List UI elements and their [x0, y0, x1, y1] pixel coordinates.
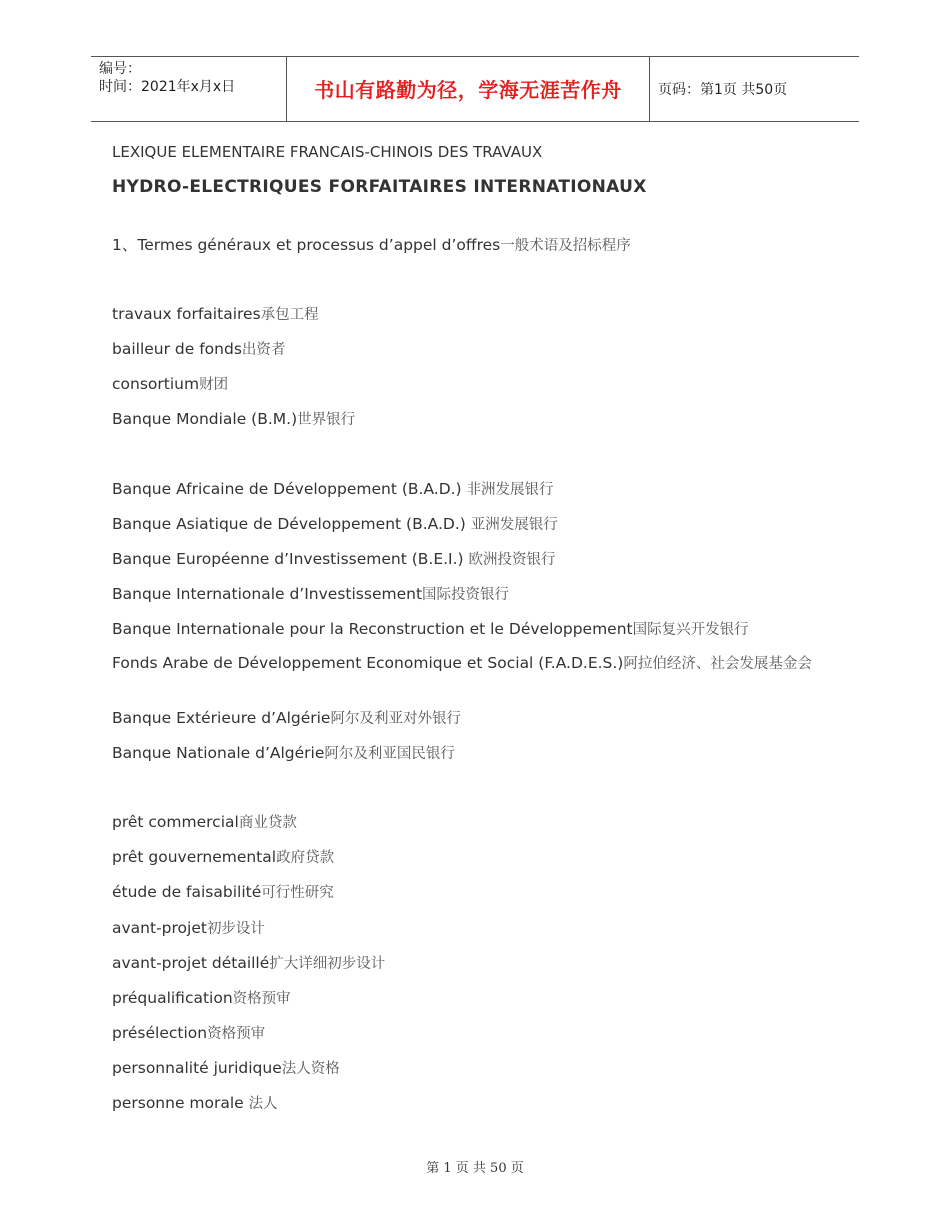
document-title-line-1: LEXIQUE ELEMENTAIRE FRANCAIS-CHINOIS DES TRAVAUX [112, 143, 543, 161]
entry-zh: 欧洲投资银行 [468, 552, 556, 568]
entry-zh: 非洲发展银行 [466, 482, 554, 498]
entry-fr: présélection [112, 1024, 208, 1042]
entry-zh: 商业贷款 [238, 815, 297, 831]
entry-zh: 国际复兴开发银行 [632, 622, 749, 638]
entry-fr: Banque Asiatique de Développement (B.A.D.) [112, 515, 471, 533]
entry-zh: 承包工程 [260, 307, 319, 323]
entry-fr: Fonds Arabe de Développement Economique et Social (F.A.D.E.S.) [112, 654, 624, 672]
entry-zh: 法人 [248, 1096, 278, 1112]
document-number: 编号： [99, 61, 141, 77]
entry-fr: étude de faisabilité [112, 883, 262, 901]
entry-fr: consortium [112, 375, 200, 393]
entry-zh: 国际投资银行 [422, 587, 510, 603]
glossary-entry [112, 408, 355, 429]
entry-fr: préqualification [112, 989, 233, 1007]
entry-fr: Banque Internationale d’Investissement [112, 585, 423, 603]
glossary-entry [112, 583, 509, 604]
entry-zh: 出资者 [241, 342, 286, 358]
glossary-entry [112, 952, 385, 973]
section-heading [112, 233, 631, 255]
document-title-line-2: HYDRO-ELECTRIQUES FORFAITAIRES INTERNATIONAUX [112, 177, 647, 197]
section-heading-zh: 一般术语及招标程序 [500, 238, 631, 254]
entry-fr: Banque Africaine de Développement (B.A.D.) [112, 480, 467, 498]
entry-zh: 初步设计 [206, 921, 265, 937]
entry-zh: 阿尔及利亚对外银行 [330, 711, 461, 727]
header-page-number: 页码：第1页 共50页 [658, 82, 788, 98]
entry-zh: 扩大详细初步设计 [269, 956, 386, 972]
header-motto: 书山有路勤为径，学海无涯苦作舟 [286, 57, 650, 121]
glossary-entry [112, 548, 556, 569]
glossary-entry [112, 1057, 340, 1078]
entry-fr: personnalité juridique [112, 1059, 282, 1077]
page-footer: 第 1 页 共 50 页 [426, 1161, 524, 1176]
entry-fr: prêt gouvernemental [112, 848, 277, 866]
header-info-cell [91, 57, 286, 121]
entry-zh: 法人资格 [281, 1061, 340, 1077]
glossary-entry [112, 987, 291, 1008]
entry-fr: avant-projet [112, 919, 207, 937]
entry-zh: 世界银行 [297, 412, 356, 428]
entry-zh: 资格预审 [232, 991, 291, 1007]
entry-fr: Banque Mondiale (B.M.) [112, 410, 298, 428]
section-heading-fr: 1、Termes généraux et processus d’appel d’offres [112, 236, 501, 254]
glossary-entry [112, 917, 265, 938]
header-table [91, 56, 859, 122]
entry-zh: 资格预审 [207, 1026, 266, 1042]
entry-zh: 亚洲发展银行 [470, 517, 558, 533]
entry-fr: Banque Internationale pour la Reconstruction et le Développement [112, 620, 633, 638]
glossary-entry [112, 1022, 265, 1043]
glossary-entry [112, 742, 455, 763]
glossary-entry [112, 303, 319, 324]
glossary-entry [112, 618, 749, 639]
glossary-entry [112, 373, 228, 394]
entry-zh: 阿拉伯经济、社会发展基金会 [623, 656, 812, 672]
glossary-entry [112, 846, 334, 867]
entry-zh: 财团 [199, 377, 229, 393]
entry-zh: 阿尔及利亚国民银行 [324, 746, 455, 762]
glossary-entry [112, 811, 297, 832]
entry-zh: 政府贷款 [276, 850, 335, 866]
entry-fr: Banque Extérieure d’Algérie [112, 709, 331, 727]
entry-zh: 可行性研究 [261, 885, 334, 901]
glossary-entry [112, 1092, 278, 1113]
glossary-entry [112, 478, 554, 499]
entry-fr: travaux forfaitaires [112, 305, 261, 323]
glossary-entry [112, 338, 285, 359]
entry-fr: Banque Européenne d’Investissement (B.E.I.) [112, 550, 469, 568]
entry-fr: Banque Nationale d’Algérie [112, 744, 325, 762]
entry-fr: personne morale [112, 1094, 249, 1112]
glossary-entry [112, 513, 558, 534]
entry-fr: avant-projet détaillé [112, 954, 270, 972]
entry-fr: bailleur de fonds [112, 340, 242, 358]
glossary-entry [112, 881, 334, 902]
entry-fr: prêt commercial [112, 813, 239, 831]
glossary-entry [112, 707, 461, 728]
glossary-entry [112, 653, 842, 675]
document-date: 时间：2021年x月x日 [99, 79, 236, 95]
